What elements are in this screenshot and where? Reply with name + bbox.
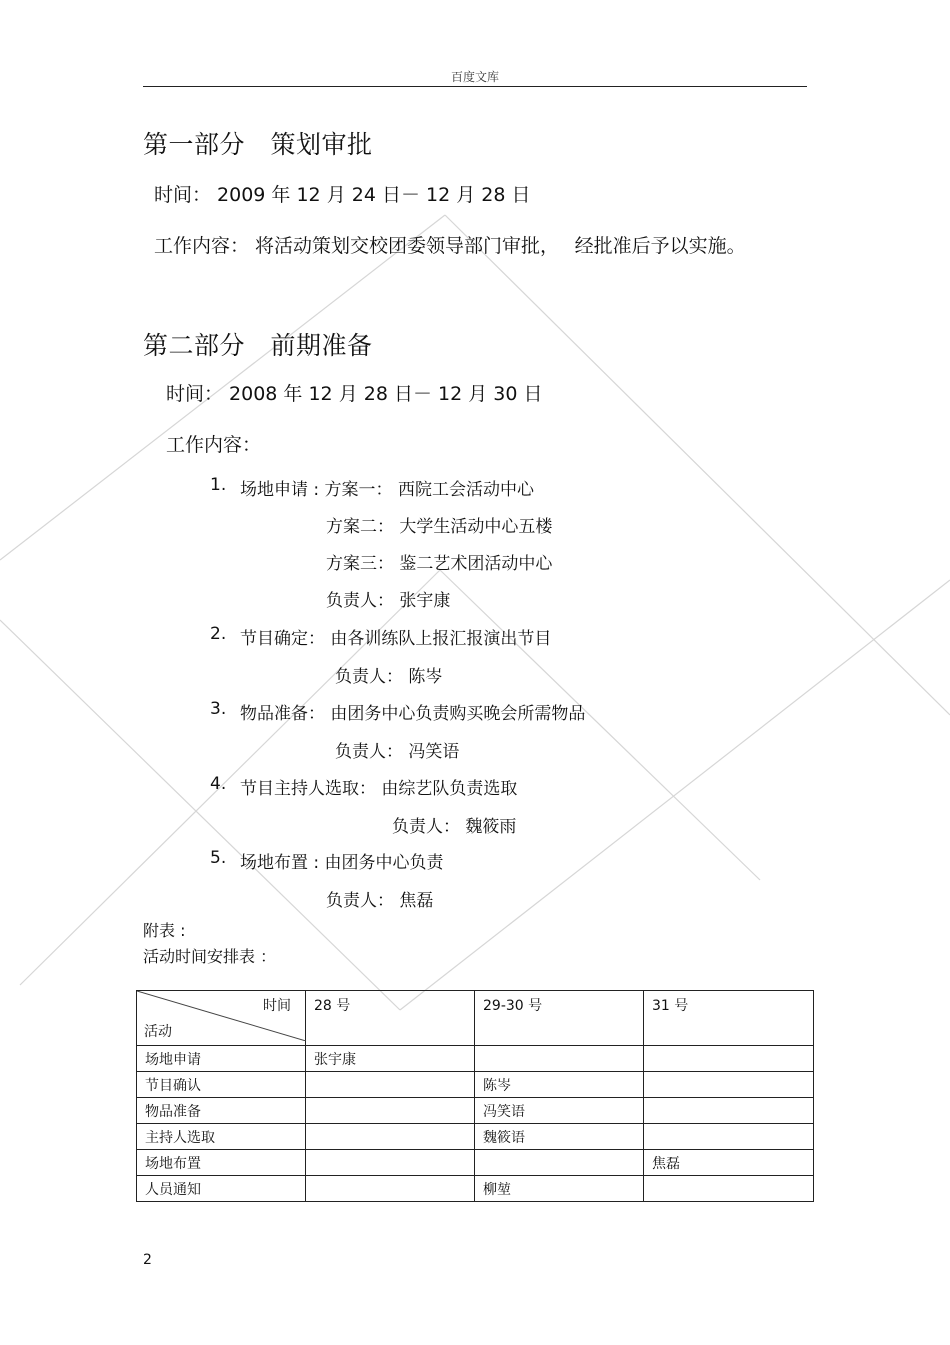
- table-cell: [644, 1098, 814, 1124]
- header-divider: [143, 86, 807, 87]
- list-item: 节目确定： 由各训练队上报汇报演出节目: [240, 629, 552, 649]
- table-cell: 张宇康: [306, 1046, 475, 1072]
- list-item-number: 3.: [210, 699, 227, 719]
- table-cell: 魏筱语: [475, 1124, 644, 1150]
- table-cell: [306, 1176, 475, 1202]
- part1-work: 工作内容： 将活动策划交校团委领导部门审批， 经批准后予以实施。: [154, 235, 746, 257]
- part2-time: 时间： 2008 年 12 月 28 日－ 12 月 30 日: [166, 383, 543, 405]
- row-activity: 场地申请: [137, 1046, 306, 1072]
- list-item: 负责人： 焦磊: [326, 891, 434, 911]
- table-title: 活动时间安排表 ：: [143, 947, 277, 966]
- row-activity: 节目确认: [137, 1072, 306, 1098]
- table-cell: [475, 1046, 644, 1072]
- table-cell: [644, 1072, 814, 1098]
- table-header-row: [137, 991, 814, 1046]
- table-cell: [306, 1098, 475, 1124]
- list-item-number: 4.: [210, 774, 227, 794]
- table-row: [137, 1176, 814, 1202]
- table-cell: 冯笑语: [475, 1098, 644, 1124]
- table-cell: [306, 1150, 475, 1176]
- list-item: 方案三： 鉴二艺术团活动中心: [326, 554, 553, 574]
- header-title: 百度文库: [450, 70, 499, 84]
- list-item: 负责人： 陈岑: [335, 667, 443, 687]
- list-item: 负责人： 张宇康: [326, 591, 451, 611]
- table-corner-cell: [137, 991, 306, 1046]
- part2-work-label: 工作内容：: [166, 434, 262, 456]
- page-number: 2: [143, 1252, 152, 1268]
- list-item: 节目主持人选取： 由综艺队负责选取: [240, 779, 518, 799]
- table-row: [137, 1150, 814, 1176]
- list-item: 负责人： 魏筱雨: [392, 817, 517, 837]
- part1-time: 时间： 2009 年 12 月 24 日－ 12 月 28 日: [154, 184, 531, 206]
- list-item: 方案二： 大学生活动中心五楼: [326, 517, 553, 537]
- table-cell: [306, 1124, 475, 1150]
- appendix-label: 附表 :: [143, 921, 186, 940]
- list-item-number: 5.: [210, 848, 227, 868]
- corner-label-activity: 活动: [144, 1024, 172, 1040]
- column-header: 28 号: [306, 991, 475, 1046]
- table-cell: 焦磊: [644, 1150, 814, 1176]
- list-item-number: 2.: [210, 624, 227, 644]
- corner-label-time: 时间: [263, 998, 291, 1014]
- table-row: [137, 1072, 814, 1098]
- table-cell: [644, 1046, 814, 1072]
- list-item-number: 1.: [210, 475, 227, 495]
- list-item: 负责人： 冯笑语: [335, 742, 460, 762]
- table-cell: 陈岑: [475, 1072, 644, 1098]
- table-cell: [475, 1150, 644, 1176]
- list-item: 场地布置 : 由团务中心负责: [240, 853, 444, 873]
- part2-heading: 第二部分 前期准备: [143, 331, 373, 360]
- table-row: [137, 1124, 814, 1150]
- schedule-table: [136, 990, 814, 1202]
- table-cell: [306, 1072, 475, 1098]
- part1-heading: 第一部分 策划审批: [143, 130, 373, 159]
- row-activity: 物品准备: [137, 1098, 306, 1124]
- row-activity: 场地布置: [137, 1150, 306, 1176]
- column-header: 29-30 号: [475, 991, 644, 1046]
- table-row: [137, 1098, 814, 1124]
- table-cell: [644, 1124, 814, 1150]
- row-activity: 人员通知: [137, 1176, 306, 1202]
- list-item: 场地申请 : 方案一： 西院工会活动中心: [240, 480, 534, 500]
- table-row: [137, 1046, 814, 1072]
- table-cell: [644, 1176, 814, 1202]
- table-cell: 柳堃: [475, 1176, 644, 1202]
- row-activity: 主持人选取: [137, 1124, 306, 1150]
- list-item: 物品准备： 由团务中心负责购买晚会所需物品: [240, 704, 586, 724]
- column-header: 31 号: [644, 991, 814, 1046]
